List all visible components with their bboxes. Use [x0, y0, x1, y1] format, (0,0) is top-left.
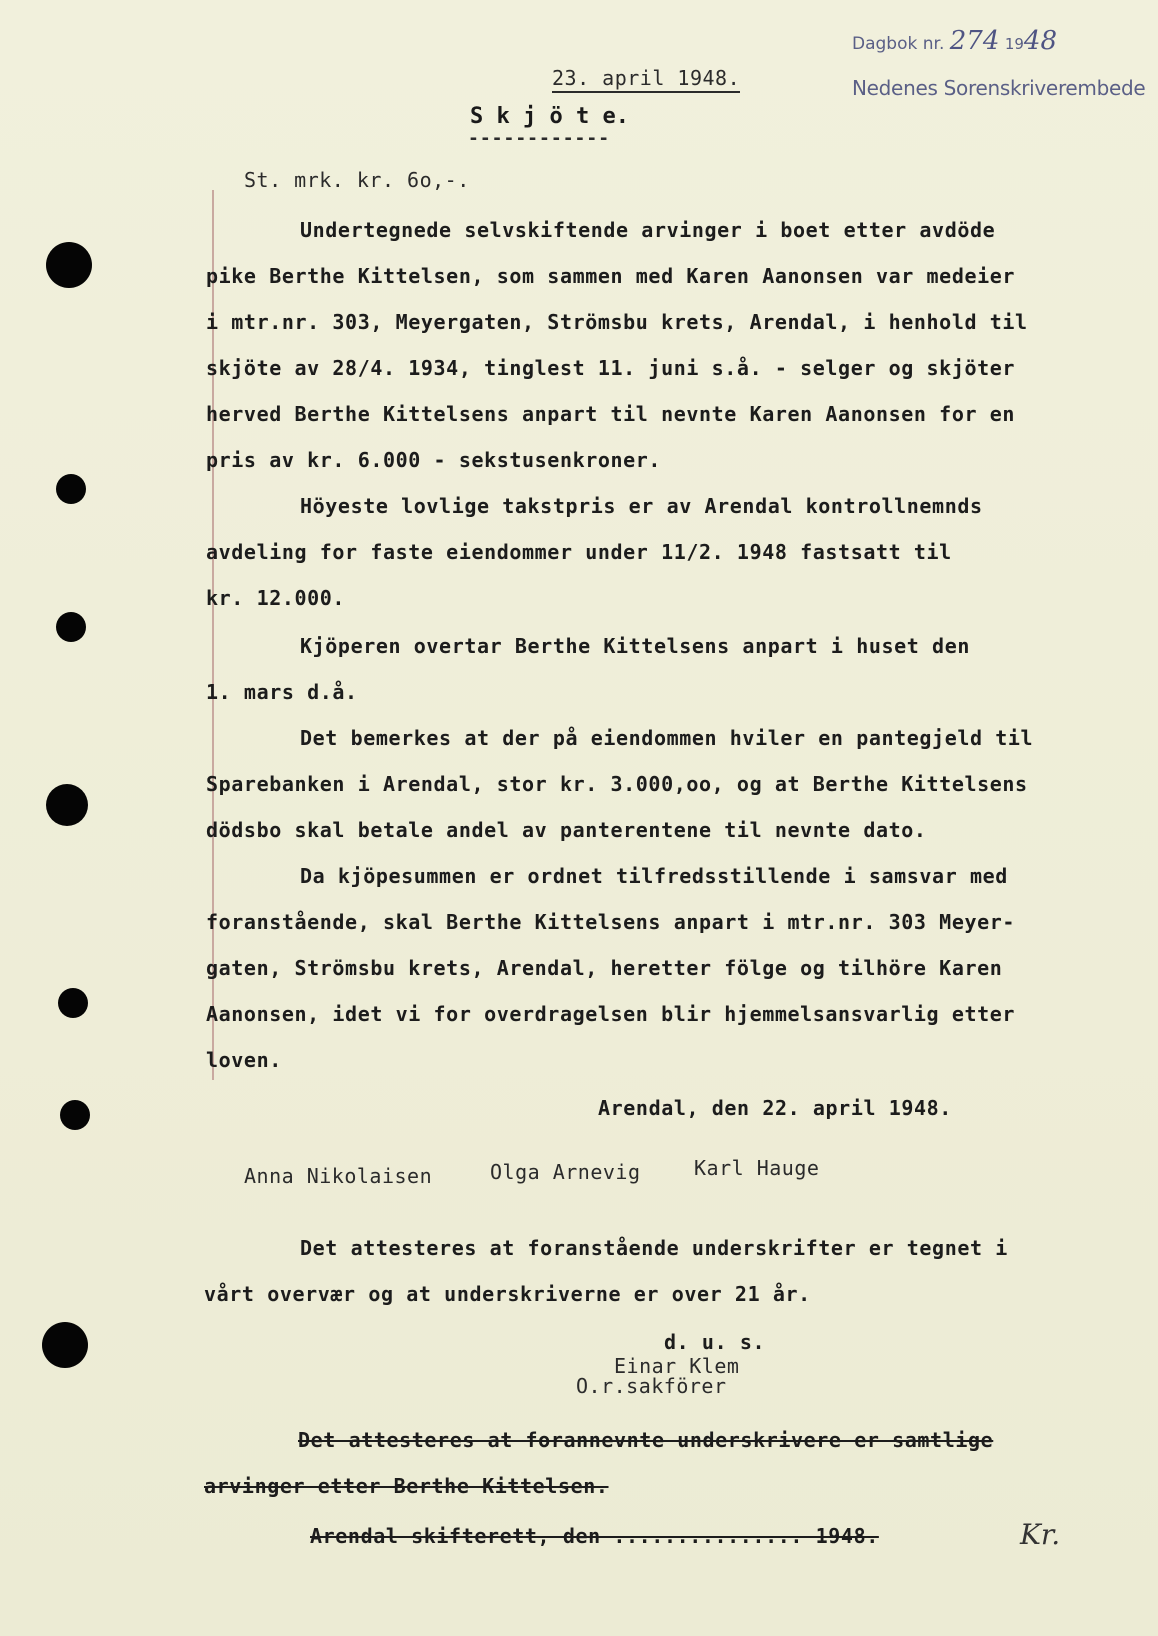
body-line: foranstående, skal Berthe Kittelsens anpart i mtr.nr. 303 Meyer-: [206, 910, 1016, 934]
body-line: herved Berthe Kittelsens anpart til nevnte Karen Aanonsen for en: [206, 402, 1016, 426]
body-line: Det bemerkes at der på eiendommen hviler en pantegjeld til: [300, 726, 1034, 750]
place-date: Arendal, den 22. april 1948.: [598, 1096, 952, 1120]
document-title: S k j ö t e.: [470, 104, 629, 129]
body-line: Undertegnede selvskiftende arvinger i boet etter avdöde: [300, 218, 996, 242]
signatory: Olga Arnevig: [490, 1160, 641, 1184]
dus-mark: d. u. s.: [664, 1330, 766, 1354]
body-line: avdeling for faste eiendommer under 11/2. 1948 fastsatt til: [206, 540, 952, 564]
stamp-label: Dagbok nr.: [852, 34, 945, 54]
punch-hole: [46, 242, 92, 288]
document-date: 23. april 1948.: [552, 66, 740, 93]
body-line: loven.: [206, 1048, 282, 1072]
body-line: pris av kr. 6.000 - sekstusenkroner.: [206, 448, 662, 472]
title-rule: ------------: [468, 128, 611, 149]
body-line: Aanonsen, idet vi for overdragelsen blir hjemmelsansvarlig etter: [206, 1002, 1016, 1026]
body-line: 1. mars d.å.: [206, 680, 358, 704]
punch-hole: [58, 988, 88, 1018]
punch-hole: [56, 474, 86, 504]
body-line: gaten, Strömsbu krets, Arendal, heretter fölge og tilhöre Karen: [206, 956, 1003, 980]
punch-hole: [60, 1100, 90, 1130]
stamp-duty: St. mrk. kr. 6o,-.: [244, 168, 470, 192]
stamp-year-prefix: 19: [1004, 35, 1024, 53]
punch-hole: [56, 612, 86, 642]
witness-title: O.r.sakförer: [576, 1374, 727, 1398]
signatory: Karl Hauge: [694, 1156, 820, 1180]
body-line: Höyeste lovlige takstpris er av Arendal kontrollnemnds: [300, 494, 983, 518]
attestation-line: Det attesteres at foranstående underskrifter er tegnet i: [300, 1236, 1008, 1260]
stamp-number: 274: [949, 26, 1000, 56]
initials: Kr.: [1020, 1518, 1061, 1551]
body-line: pike Berthe Kittelsen, som sammen med Karen Aanonsen var medeier: [206, 264, 1016, 288]
body-line: skjöte av 28/4. 1934, tinglest 11. juni s.å. - selger og skjöter: [206, 356, 1016, 380]
punch-hole: [42, 1322, 88, 1368]
body-line: dödsbo skal betale andel av panterentene til nevnte dato.: [206, 818, 927, 842]
struck-line: arvinger etter Berthe Kittelsen.: [204, 1474, 609, 1498]
stamp-office: Nedenes Sorenskriverembede: [852, 76, 1146, 100]
signatory: Anna Nikolaisen: [244, 1164, 433, 1188]
court-line: Arendal skifterett, den ............... 1948.: [310, 1524, 879, 1548]
witness-name: Einar Klem: [614, 1354, 740, 1378]
body-line: kr. 12.000.: [206, 586, 346, 610]
struck-line: Det attesteres at forannevnte underskrivere er samtlige: [298, 1428, 994, 1452]
registry-stamp: [852, 26, 1057, 56]
punch-hole: [46, 784, 88, 826]
body-line: Da kjöpesummen er ordnet tilfredsstillende i samsvar med: [300, 864, 1008, 888]
stamp-year-suffix: 48: [1023, 26, 1057, 56]
body-line: i mtr.nr. 303, Meyergaten, Strömsbu krets, Arendal, i henhold til: [206, 310, 1028, 334]
body-line: Kjöperen overtar Berthe Kittelsens anpart i huset den: [300, 634, 970, 658]
body-line: Sparebanken i Arendal, stor kr. 3.000,oo, og at Berthe Kittelsens: [206, 772, 1028, 796]
attestation-line: vårt overvær og at underskriverne er over 21 år.: [204, 1282, 811, 1306]
